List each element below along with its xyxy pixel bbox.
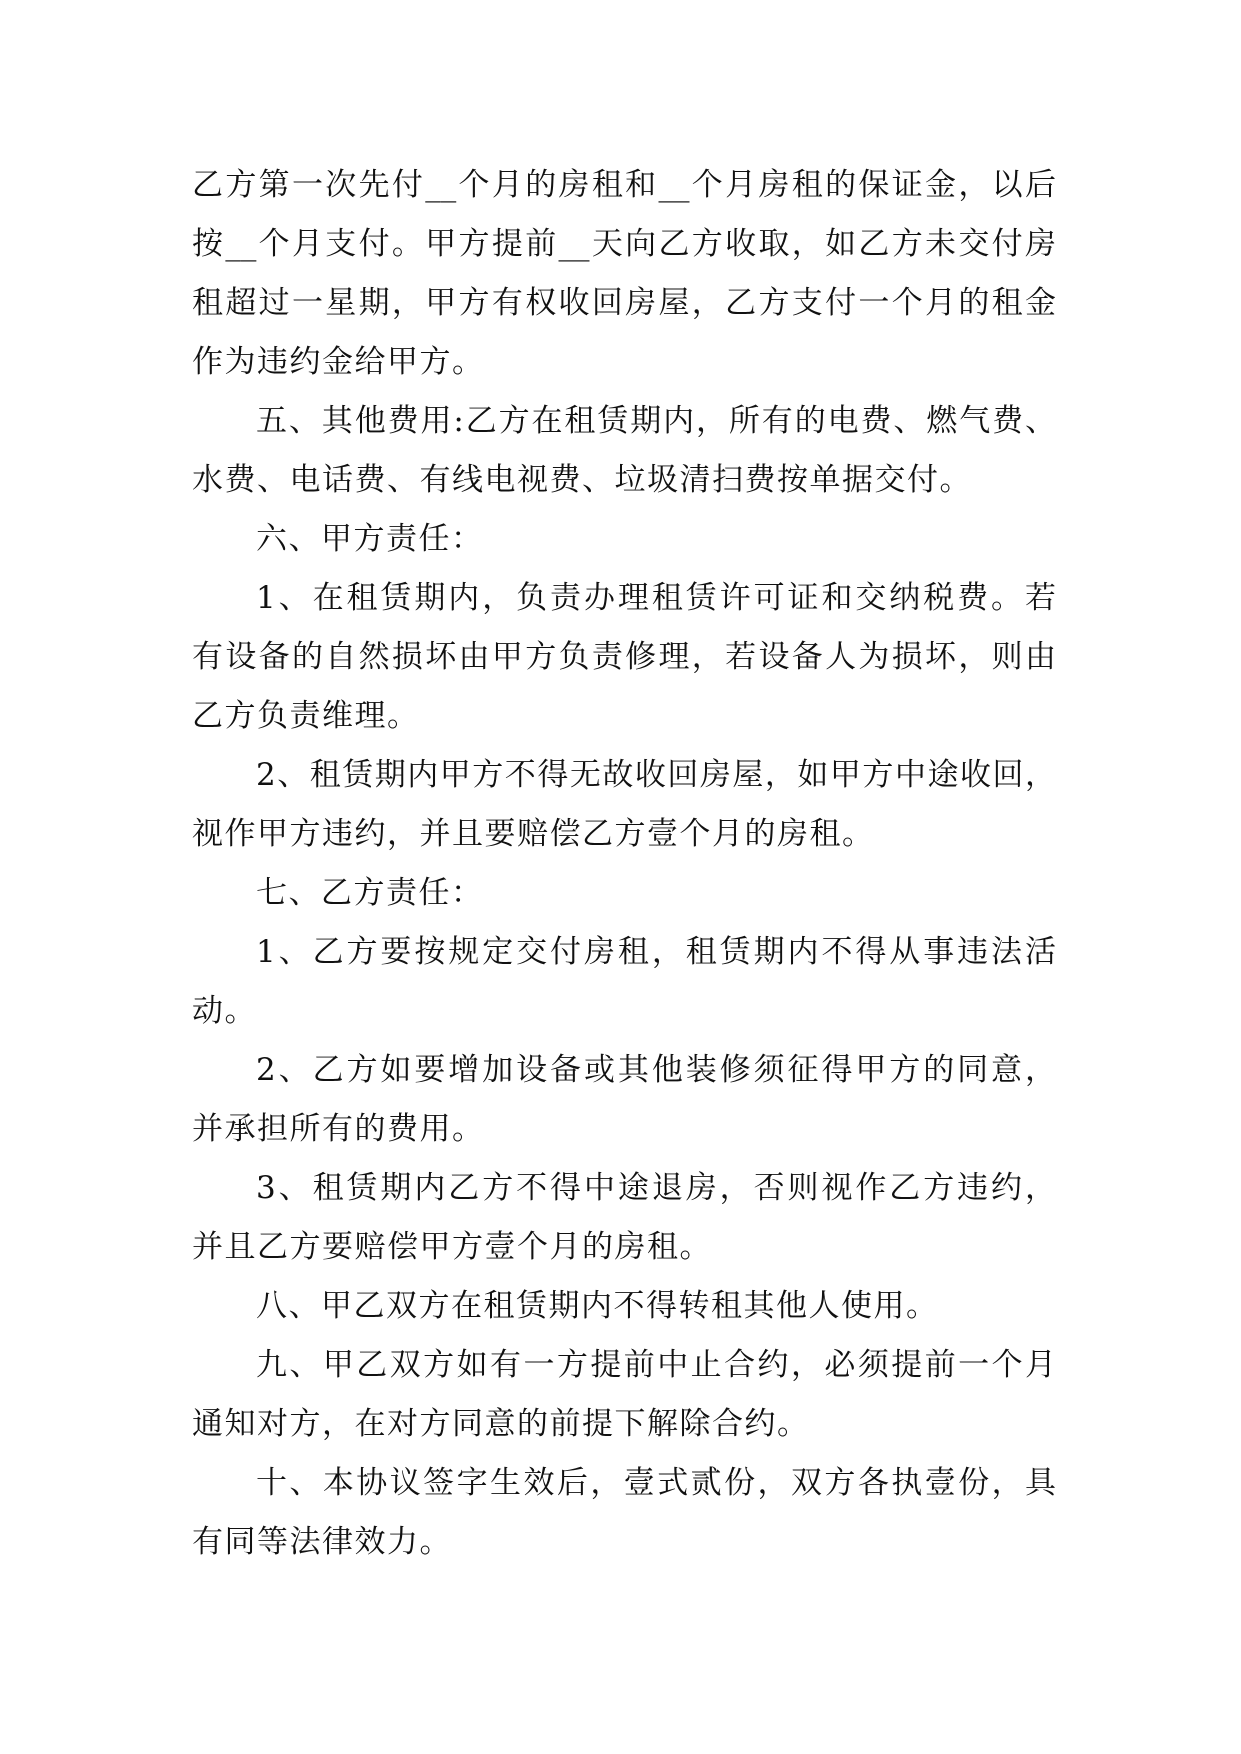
text-line: 视作甲方违约，并且要赔偿乙方壹个月的房租。: [192, 816, 875, 852]
section-heading: 七、乙方责任：: [256, 875, 484, 911]
text-line: 水费、电话费、有线电视费、垃圾清扫费按单据交付。: [192, 462, 972, 498]
text-line: 2、乙方如要增加设备或其他装修须征得甲方的同意，: [256, 1052, 1056, 1088]
clause-5-other-fees: [192, 392, 1056, 510]
clause-7-item-2: [192, 1041, 1056, 1159]
text-line: 1、在租赁期内，负责办理租赁许可证和交纳税费。若: [256, 580, 1056, 616]
clause-7-heading: [192, 864, 1056, 923]
text-line: 作为违约金给甲方。: [192, 344, 485, 380]
text-line: 八、甲乙双方在租赁期内不得转租其他人使用。: [256, 1288, 939, 1324]
text-line: 1、乙方要按规定交付房租，租赁期内不得从事违法活: [256, 934, 1056, 970]
text-line: 租超过一星期，甲方有权收回房屋，乙方支付一个月的租金: [192, 285, 1056, 321]
text-line: 九、甲乙双方如有一方提前中止合约，必须提前一个月: [256, 1347, 1056, 1383]
section-heading: 六、甲方责任：: [256, 521, 484, 557]
text-line: 按__个月支付。甲方提前__天向乙方收取，如乙方未交付房: [192, 226, 1056, 262]
text-line: 十、本协议签字生效后，壹式贰份，双方各执壹份，具: [256, 1465, 1056, 1501]
clause-10-effectiveness: [192, 1454, 1056, 1572]
clause-6-item-2: [192, 746, 1056, 864]
text-line: 通知对方，在对方同意的前提下解除合约。: [192, 1406, 810, 1442]
clause-9-termination: [192, 1336, 1056, 1454]
text-line: 乙方第一次先付__个月的房租和__个月房租的保证金，以后: [192, 167, 1056, 203]
clause-6-item-1: [192, 569, 1056, 746]
text-line: 乙方负责维理。: [192, 698, 420, 734]
text-line: 动。: [192, 993, 257, 1029]
text-line: 有同等法律效力。: [192, 1524, 452, 1560]
clause-8-no-sublet: [192, 1277, 1056, 1336]
document-body: [192, 156, 1056, 1572]
clause-7-item-3: [192, 1159, 1056, 1277]
clause-rent-payment: [192, 156, 1056, 392]
text-line: 并承担所有的费用。: [192, 1111, 485, 1147]
text-line: 有设备的自然损坏由甲方负责修理，若设备人为损坏，则由: [192, 639, 1056, 675]
clause-6-heading: [192, 510, 1056, 569]
text-line: 3、租赁期内乙方不得中途退房，否则视作乙方违约，: [256, 1170, 1056, 1206]
text-line: 2、租赁期内甲方不得无故收回房屋，如甲方中途收回，: [256, 757, 1056, 793]
text-line: 五、其他费用:乙方在租赁期内，所有的电费、燃气费、: [256, 403, 1056, 439]
clause-7-item-1: [192, 923, 1056, 1041]
text-line: 并且乙方要赔偿甲方壹个月的房租。: [192, 1229, 712, 1265]
